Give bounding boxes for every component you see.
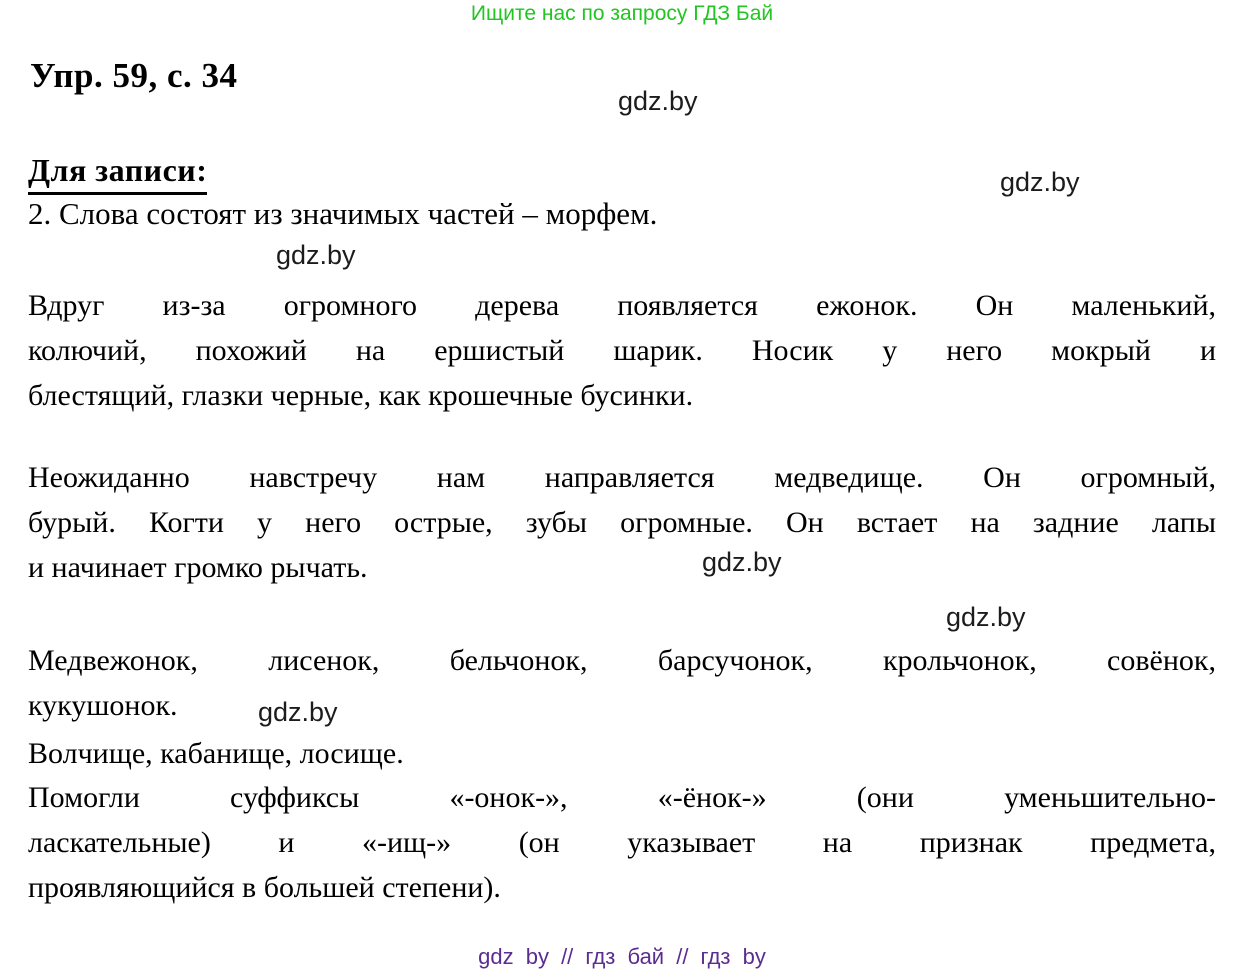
text-line: Медвежонок, лисенок, бельчонок, барсучонок, крольчонок, совёнок,: [28, 644, 1216, 677]
text-line: блестящий, глазки черные, как крошечные бусинки.: [28, 379, 694, 412]
note-heading: Для записи:: [28, 152, 207, 195]
promo-top-text: Ищите нас по запросу ГДЗ Бай: [470, 2, 774, 25]
gdzby-watermark: gdz.by: [1000, 167, 1080, 197]
text-line: колючий, похожий на ершистый шарик. Носик у него мокрый и: [28, 334, 1216, 367]
text-line: проявляющийся в большей степени).: [28, 871, 501, 904]
paragraph-diminutives: [28, 638, 1216, 728]
text-line: Вдруг из-за огромного дерева появляется ежонок. Он маленький,: [28, 289, 1216, 322]
exercise-title: Упр. 59, с. 34: [30, 56, 238, 95]
text-line: Неожиданно навстречу нам направляется медведище. Он огромный,: [28, 461, 1216, 494]
note-heading-wrap: [28, 152, 207, 195]
text-line: Помогли суффиксы «-онок-», «-ёнок-» (они уменьшительно-: [28, 781, 1216, 814]
text-line: и начинает громко рычать.: [28, 551, 368, 584]
note-point: 2. Слова состоят из значимых частей – морфем.: [28, 196, 658, 231]
gdzby-watermark: gdz.by: [276, 240, 356, 270]
text-line: кукушонок.: [28, 689, 178, 722]
gdzby-watermark: gdz.by: [258, 697, 338, 727]
footer-text: gdz by // гдз бай // гдз by: [478, 944, 766, 969]
gdzby-watermark: gdz.by: [946, 602, 1026, 632]
paragraph-suffixes: [28, 775, 1216, 910]
paragraph-hedgehog: [28, 283, 1216, 418]
paragraph-bear: [28, 455, 1216, 590]
text-line: бурый. Когти у него острые, зубы огромные. Он встает на задние лапы: [28, 506, 1216, 539]
text-line: Волчище, кабанище, лосище.: [28, 737, 404, 770]
text-line: ласкательные) и «-ищ-» (он указывает на признак предмета,: [28, 826, 1216, 859]
gdzby-watermark: gdz.by: [618, 86, 698, 116]
gdzby-watermark: gdz.by: [702, 547, 782, 577]
paragraph-augmentatives: [28, 731, 1216, 776]
